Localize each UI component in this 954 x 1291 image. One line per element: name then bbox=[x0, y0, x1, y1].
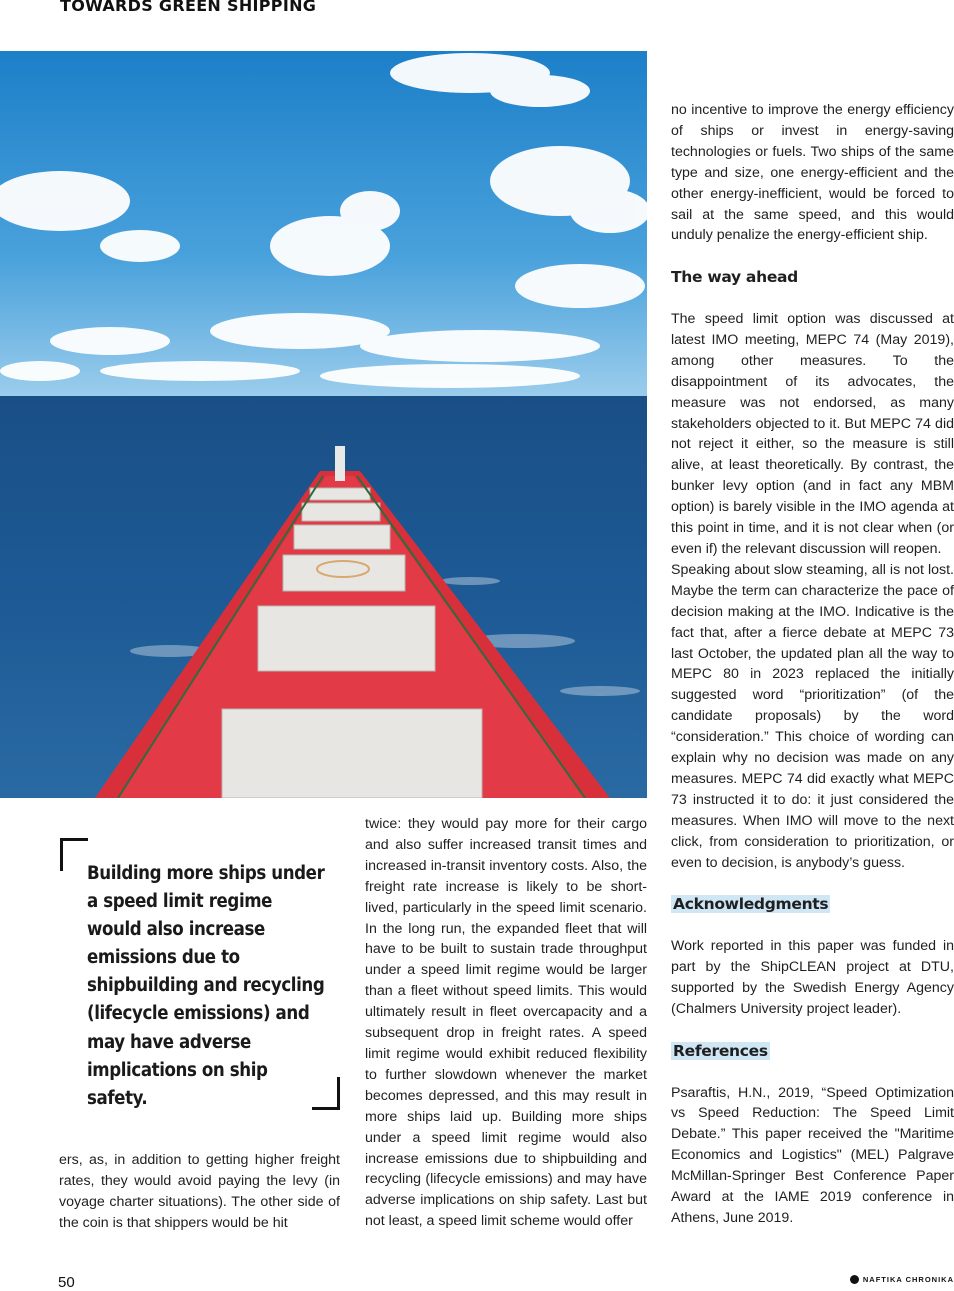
brand-logo-icon bbox=[850, 1275, 859, 1284]
corner-bracket-icon bbox=[312, 1077, 340, 1110]
brand-footer bbox=[850, 1275, 954, 1284]
pull-quote-text: Building more ships under a speed limit regime would also increase emissions due to shipbuilding and recycling (lifecycle emissions) and may have adverse implications on ship safety. bbox=[87, 863, 325, 1109]
column-left bbox=[59, 1150, 340, 1234]
pull-quote bbox=[60, 838, 340, 1110]
paragraph: Work reported in this paper was funded in part by the ShipCLEAN project at DTU, supported by the Swedish Energy Agency (Chalmers University project leader). bbox=[671, 938, 954, 1017]
paragraph: Speaking about slow steaming, all is not lost. Maybe the term can characterize the pace of decision making at the IMO. Indicative is the fact that, after a fierce debate at MEPC 73 last October, the updated plan all the way to MEPC 80 in 2023 replaced the initially suggested word “prioritization” (of the candidate proposals) by the word “consideration.” This choice of wording can explain why no decision was made on any measures. MEPC 74 did exactly what MEPC 73 instructed it to do: it just considered the measures. When IMO will move to the next click, from consideration to prioritization, or even to decision, is anybody’s guess. bbox=[671, 561, 954, 871]
section-heading-way-ahead: The way ahead bbox=[671, 268, 798, 287]
paragraph: Psaraftis, H.N., 2019, “Speed Optimization vs Speed Reduction: The Speed Limit Debate.” This paper received the "Maritime Economics and Logistics" (MEL) Palgrave McMillan-Springer Best Conference Paper Award at the IAME 2019 conference in Athens, June 2019. bbox=[671, 1084, 954, 1226]
paragraph: no incentive to improve the energy efficiency of ships or invest in energy-saving technologies or fuels. Two ships of the same type and size, one energy-efficient and the other energy-inefficient, would be forced to sail at the same speed, and this would unduly penalize the energy-efficient ship. bbox=[671, 102, 954, 244]
column-right bbox=[671, 100, 954, 1229]
paragraph: twice: they would pay more for their cargo and also suffer increased transit times and increased in-transit inventory costs. Also, the freight rate increase is likely to be short-lived, particularly in the speed limit scenario. In the long run, the expanded fleet that will have to be built to sustain trade throughput under a speed limit regime would be larger than a fleet without speed limits. This would ultimately result in fleet overcapacity and a subsequent drop in freight rates. A speed limit regime would exhibit reduced flexibility to further slowdown whenever the market becomes depressed, and this may result in more ships laid up. Building more ships under a speed limit regime would also increase emissions due to shipbuilding and recycling (lifecycle emissions) and may have adverse implications on ship safety. Last but not least, a speed limit scheme would offer bbox=[365, 816, 647, 1230]
running-head: TOWARDS GREEN SHIPPING bbox=[60, 0, 317, 15]
section-heading-acknowledgments: Acknowledgments bbox=[673, 895, 829, 914]
page-number: 50 bbox=[58, 1274, 75, 1291]
section-heading-references: References bbox=[673, 1041, 768, 1060]
brand-name: NAFTIKA CHRONIKA bbox=[862, 1275, 954, 1284]
corner-bracket-icon bbox=[60, 838, 88, 871]
paragraph: ers, as, in addition to getting higher freight rates, they would avoid paying the levy (in voyage charter situations). The other side of the coin is that shippers would be hit bbox=[59, 1152, 340, 1231]
column-middle bbox=[365, 814, 647, 1232]
ship-deck-photo bbox=[0, 51, 647, 798]
paragraph: The speed limit option was discussed at latest IMO meeting, MEPC 74 (May 2019), among other measures. To the disappointment of its advocates, the measure was not endorsed, as many stakeholders objected to it. But MEPC 74 did not reject it either, so the measure is still alive, at least theoretically. By contrast, the bunker levy option (and in fact any MBM option) is barely visible in the IMO agenda at this point in time, and it is not clear when (or even if) the relevant discussion will reopen. bbox=[671, 311, 954, 557]
